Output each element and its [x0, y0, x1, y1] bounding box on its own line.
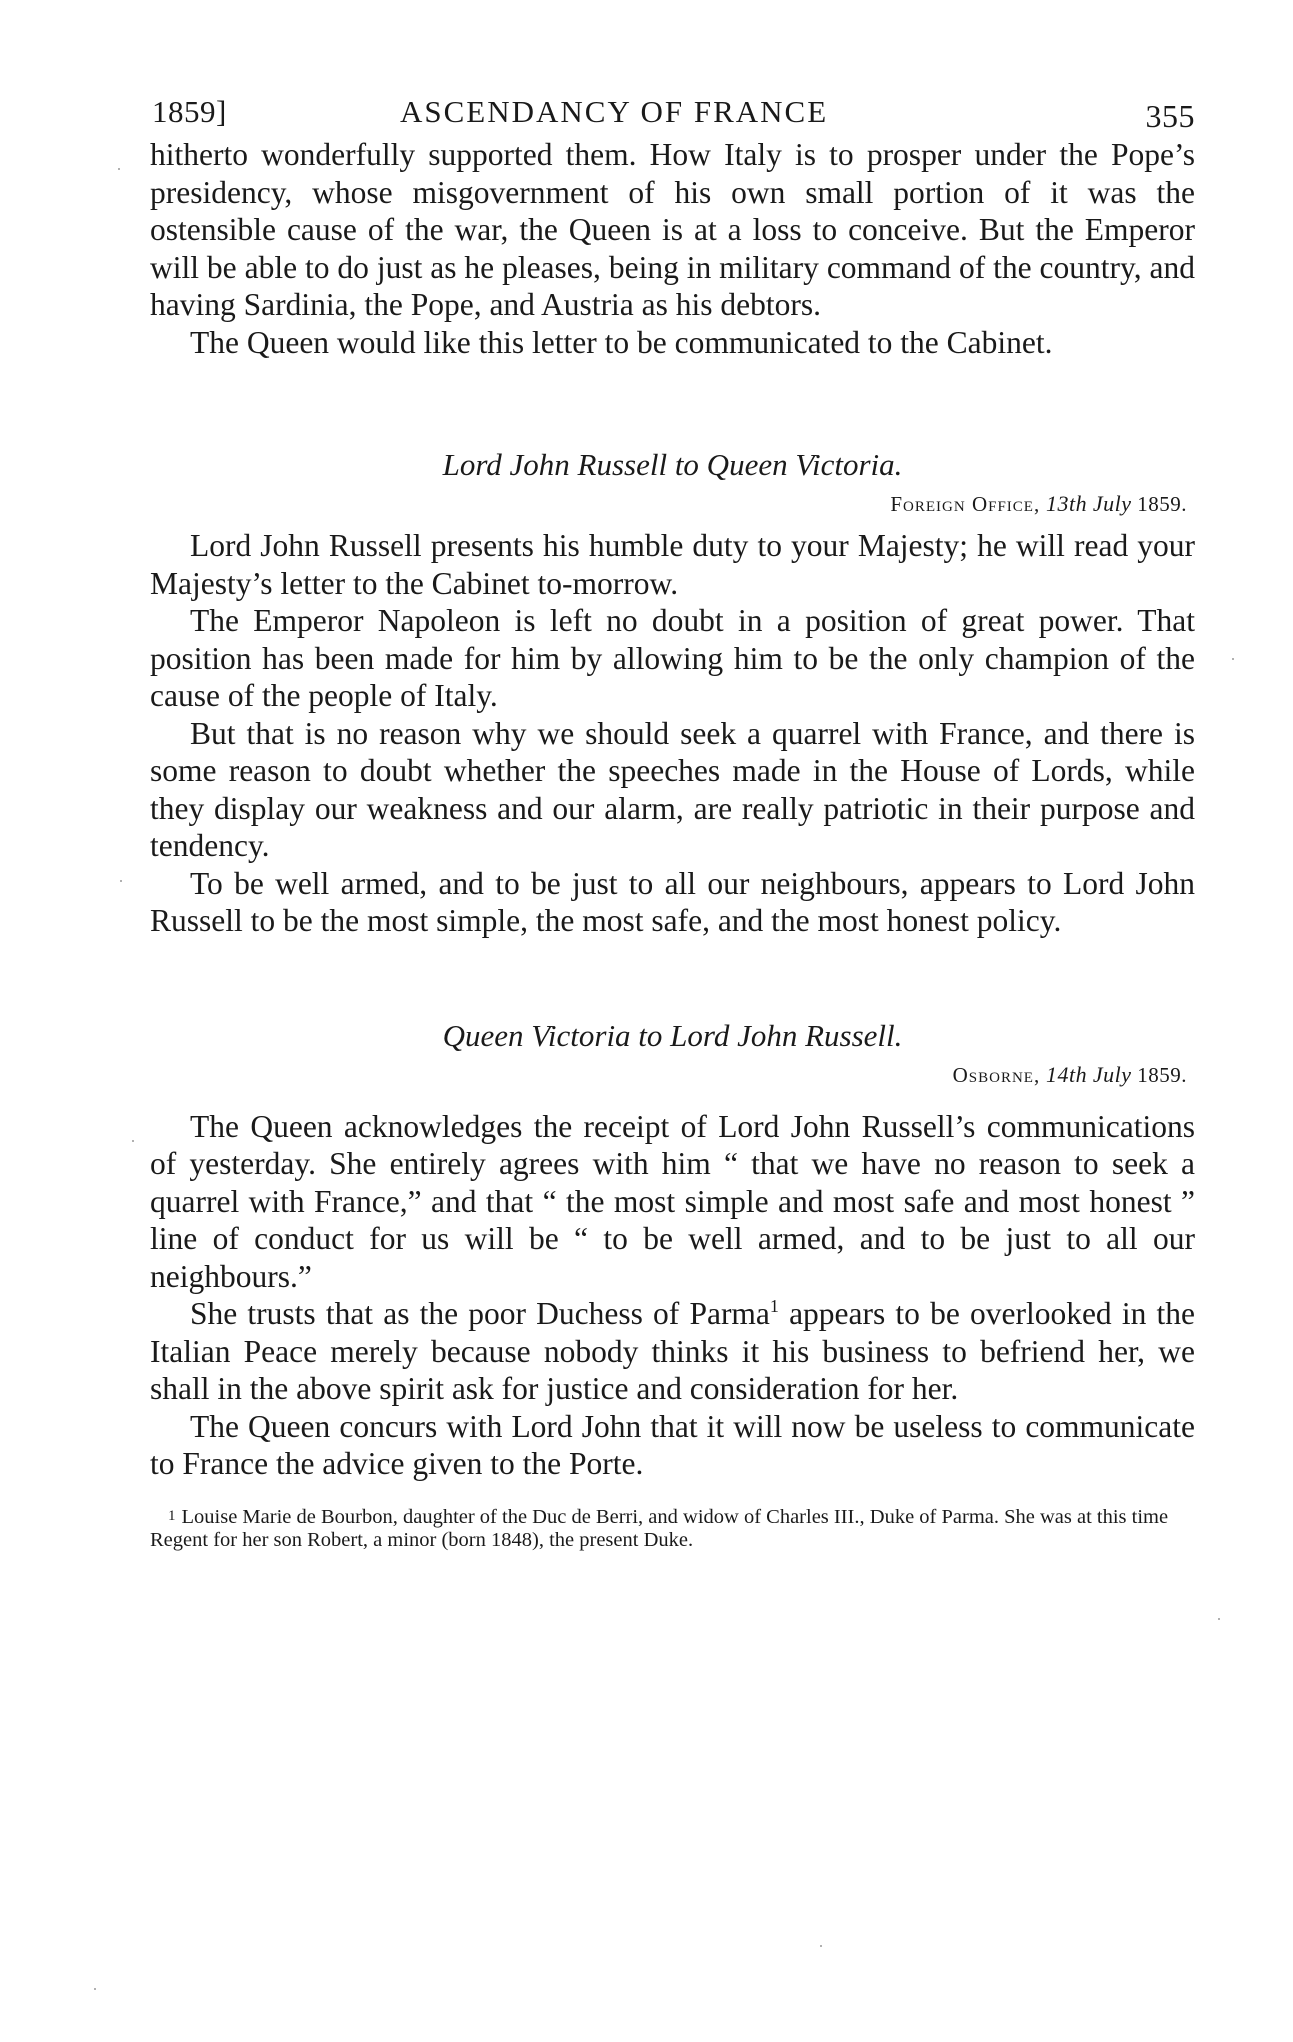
footnote: [150, 1505, 1195, 1552]
header-year: 1859]: [152, 94, 227, 129]
letter1-year: 1859.: [1137, 492, 1187, 516]
letter1-paragraph: The Emperor Napoleon is left no doubt in a position of great power. That position has been made for him by allowing him to be the only champion of the cause of the people of Italy.: [150, 603, 1195, 713]
footnote-mark: 1: [168, 1507, 176, 1524]
letter1-paragraph: To be well armed, and to be just to all our neighbours, appears to Lord John Russell to be the most simple, the most safe, and the most honest policy.: [150, 865, 1195, 938]
intro-paragraph: The Queen would like this letter to be communicated to the Cabinet.: [190, 324, 1053, 360]
footnote-reference: 1: [769, 1296, 779, 1316]
footnote-text: Louise Marie de Bourbon, daughter of the Duc de Berri, and widow of Charles III., Duke of Parma. She was at this time Regent for her son Robert, a minor (born 1848), the present Duke.: [150, 1505, 1169, 1551]
letter2-month: July: [1092, 1061, 1132, 1087]
letter1-dateline: [150, 491, 1195, 517]
letter2-paragraph: [150, 1295, 1195, 1408]
intro-paragraph-continued: hitherto wonderfully supported them. How Italy is to prosper under the Pope’s presidency, whose misgovernment of his own small portion of it was the ostensible cause of the war, the Queen is at a loss to conceive. But the Emperor will be able to do just as he pleases, being in military command of the country, and having Sardinia, the Pope, and Austria as his debtors.: [150, 137, 1195, 322]
letter2-heading: Queen Victoria to Lord John Russell.: [442, 1017, 903, 1053]
letter1-day: 13th: [1045, 491, 1088, 516]
letter2-year: 1859.: [1137, 1062, 1187, 1087]
letter2-dateline: [150, 1062, 1195, 1088]
running-header: [150, 88, 1195, 136]
letter2-day: 14th: [1045, 1061, 1088, 1087]
letter1-paragraph: But that is no reason why we should seek a quarrel with France, and there is some reason to doubt whether the speeches made in the House of Lords, while they display our weakness and our alarm, are really patriotic in their purpose and tendency.: [150, 715, 1195, 863]
letter1-paragraph: Lord John Russell presents his humble duty to your Majesty; he will read your Majesty’s letter to the Cabinet to-morrow.: [150, 528, 1195, 601]
letter2-p2-rest: appears to be overlooked in the Italian Peace merely because nobody thinks it his business to befriend her, we shall in the above spirit ask for justice and consideration for her.: [150, 1296, 1195, 1406]
letter1-place: Foreign Office,: [890, 492, 1041, 516]
letter2-p2-start: She trusts that as the poor Duchess of Parma: [190, 1296, 770, 1331]
book-page: [150, 88, 1195, 1552]
page-number: 355: [1145, 98, 1195, 134]
letter1-heading: Lord John Russell to Queen Victoria.: [442, 447, 903, 482]
header-title: ASCENDANCY OF FRANCE: [400, 94, 829, 129]
letter2-paragraph: The Queen acknowledges the receipt of Lord John Russell’s communications of yesterday. She entirely agrees with him “ that we have no reason to seek a quarrel with France,” and that “ the most simple and most safe and most honest ” line of conduct for us will be “ to be well armed, and to be just to all our neighbours.”: [150, 1108, 1195, 1294]
letter2-paragraph: The Queen concurs with Lord John that it will now be useless to communicate to France the advice given to the Porte.: [150, 1408, 1195, 1481]
letter2-place: Osborne,: [952, 1062, 1041, 1087]
letter1-month: July: [1092, 491, 1132, 516]
